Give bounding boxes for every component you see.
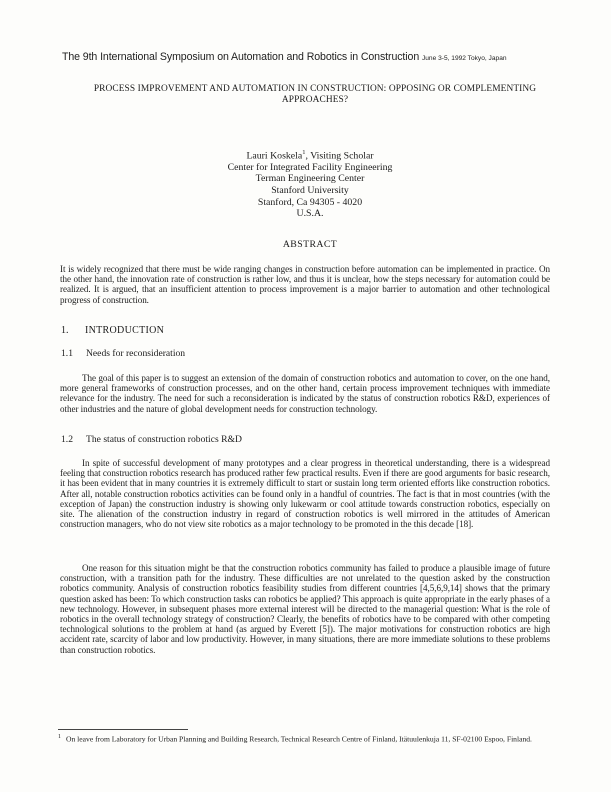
author-block — [150, 147, 470, 220]
abstract-text: It is widely recognized that there must be wide ranging changes in construction before automation can be implemented in practice. On the other hand, the innovation rate of construction is rather low, and thus it is unclear, how the steps necessary for automation could be realized. It is argued, that an insufficient attention to process improvement is a major barrier to automation and other technological progress of construction. — [60, 264, 550, 305]
author-center: Center for Integrated Facility Engineering — [227, 161, 393, 173]
section-1-number: 1. — [61, 325, 69, 336]
section-1-2-paragraph-1: In spite of successful development of many prototypes and a clear progress in theoretical understanding, there is a widespread feeling that construction robotics research has produced rather few practical results. Even if there are good arguments for basic research, it has been evident that in many countries it is extremely difficult to start or sustain long term oriented efforts like construction robotics. After all, notable construction robotics activities can be found only in a handful of countries. The fact is that in most countries (with the exception of Japan) the construction industry is showing only lukewarm or cool attitude towards construction robotics, especially on site. The alienation of the construction industry in regard of construction robotics is well mirrored in the attitudes of American construction managers, who do not view site robotics as a major technology to be promoted in the this decade [18]. — [60, 458, 550, 530]
footnote-divider — [58, 729, 188, 730]
section-1-label: INTRODUCTION — [85, 325, 165, 336]
footnote-mark: 1 — [58, 734, 61, 740]
author-city: Stanford, Ca 94305 - 4020 — [257, 196, 363, 208]
author-country: U.S.A. — [296, 208, 324, 220]
section-1-2-paragraph-2: One reason for this situation might be that the construction robotics community has failed to produce a plausible image of future construction, with a transition path for the industry. These difficulties are not unrelated to the question asked by the construction robotics community. Analysis of construction robotics feasibility studies from different countries [4,5,6,9,14] shows that the primary question asked has been: To which construction tasks can robotics be applied? This approach is quite appropriate in the early phases of a new technology. However, in subsequent phases more external interest will be directed to the managerial question: What is the role of robotics in the overall technology strategy of construction? Clearly, the benefits of robotics have to be compared with other competing technological solutions to the problem at hand (as argued by Everett [5]). The major motivations for construction robotics are high accident rate, scarcity of labor and low productivity. However, in many situations, there are more immediate solutions to these problems than construction robotics. — [60, 563, 550, 655]
conference-header — [62, 51, 552, 63]
author-name: Lauri Koskela — [246, 150, 303, 162]
author-line — [150, 147, 470, 162]
footnote-text: On leave from Laboratory for Urban Planning and Building Research, Technical Research Centre of Finland, Itätuulenkuja 11, SF-02100 Espoo, Finland. — [66, 734, 532, 744]
section-1-1-label: Needs for reconsideration — [86, 348, 186, 359]
section-1-1-paragraph: The goal of this paper is to suggest an extension of the domain of construction robotics and automation to cover, on the one hand, more general frameworks of construction processes, and on the other hand, certain process improvement techniques with immediate relevance for the industry. The need for such a reconsideration is indicated by the status of construction robotics R&D, experiences of other industries and the nature of global development needs for construction technology. — [60, 373, 550, 414]
section-1-2-label: The status of construction robotics R&D — [86, 434, 242, 445]
author-building: Terman Engineering Center — [255, 173, 365, 185]
author-footnote-mark: 1 — [302, 149, 306, 156]
section-1-1-heading — [61, 348, 185, 359]
footnote — [58, 733, 548, 744]
author-role: , Visiting Scholar — [305, 150, 374, 162]
abstract-heading: ABSTRACT — [282, 239, 338, 250]
section-1-2-number: 1.2 — [61, 434, 73, 445]
conference-date-place: June 3-5, 1992 Tokyo, Japan — [421, 55, 507, 62]
conference-name: The 9th International Symposium on Automation and Robotics in Construction — [62, 51, 420, 63]
author-university: Stanford University — [271, 185, 349, 197]
section-1-heading — [61, 325, 164, 336]
section-1-2-heading — [61, 434, 242, 445]
section-1-1-number: 1.1 — [61, 348, 73, 359]
paper-title: PROCESS IMPROVEMENT AND AUTOMATION IN CONSTRUCTION: OPPOSING OR COMPLEMENTING APPROACHES? — [93, 84, 537, 105]
